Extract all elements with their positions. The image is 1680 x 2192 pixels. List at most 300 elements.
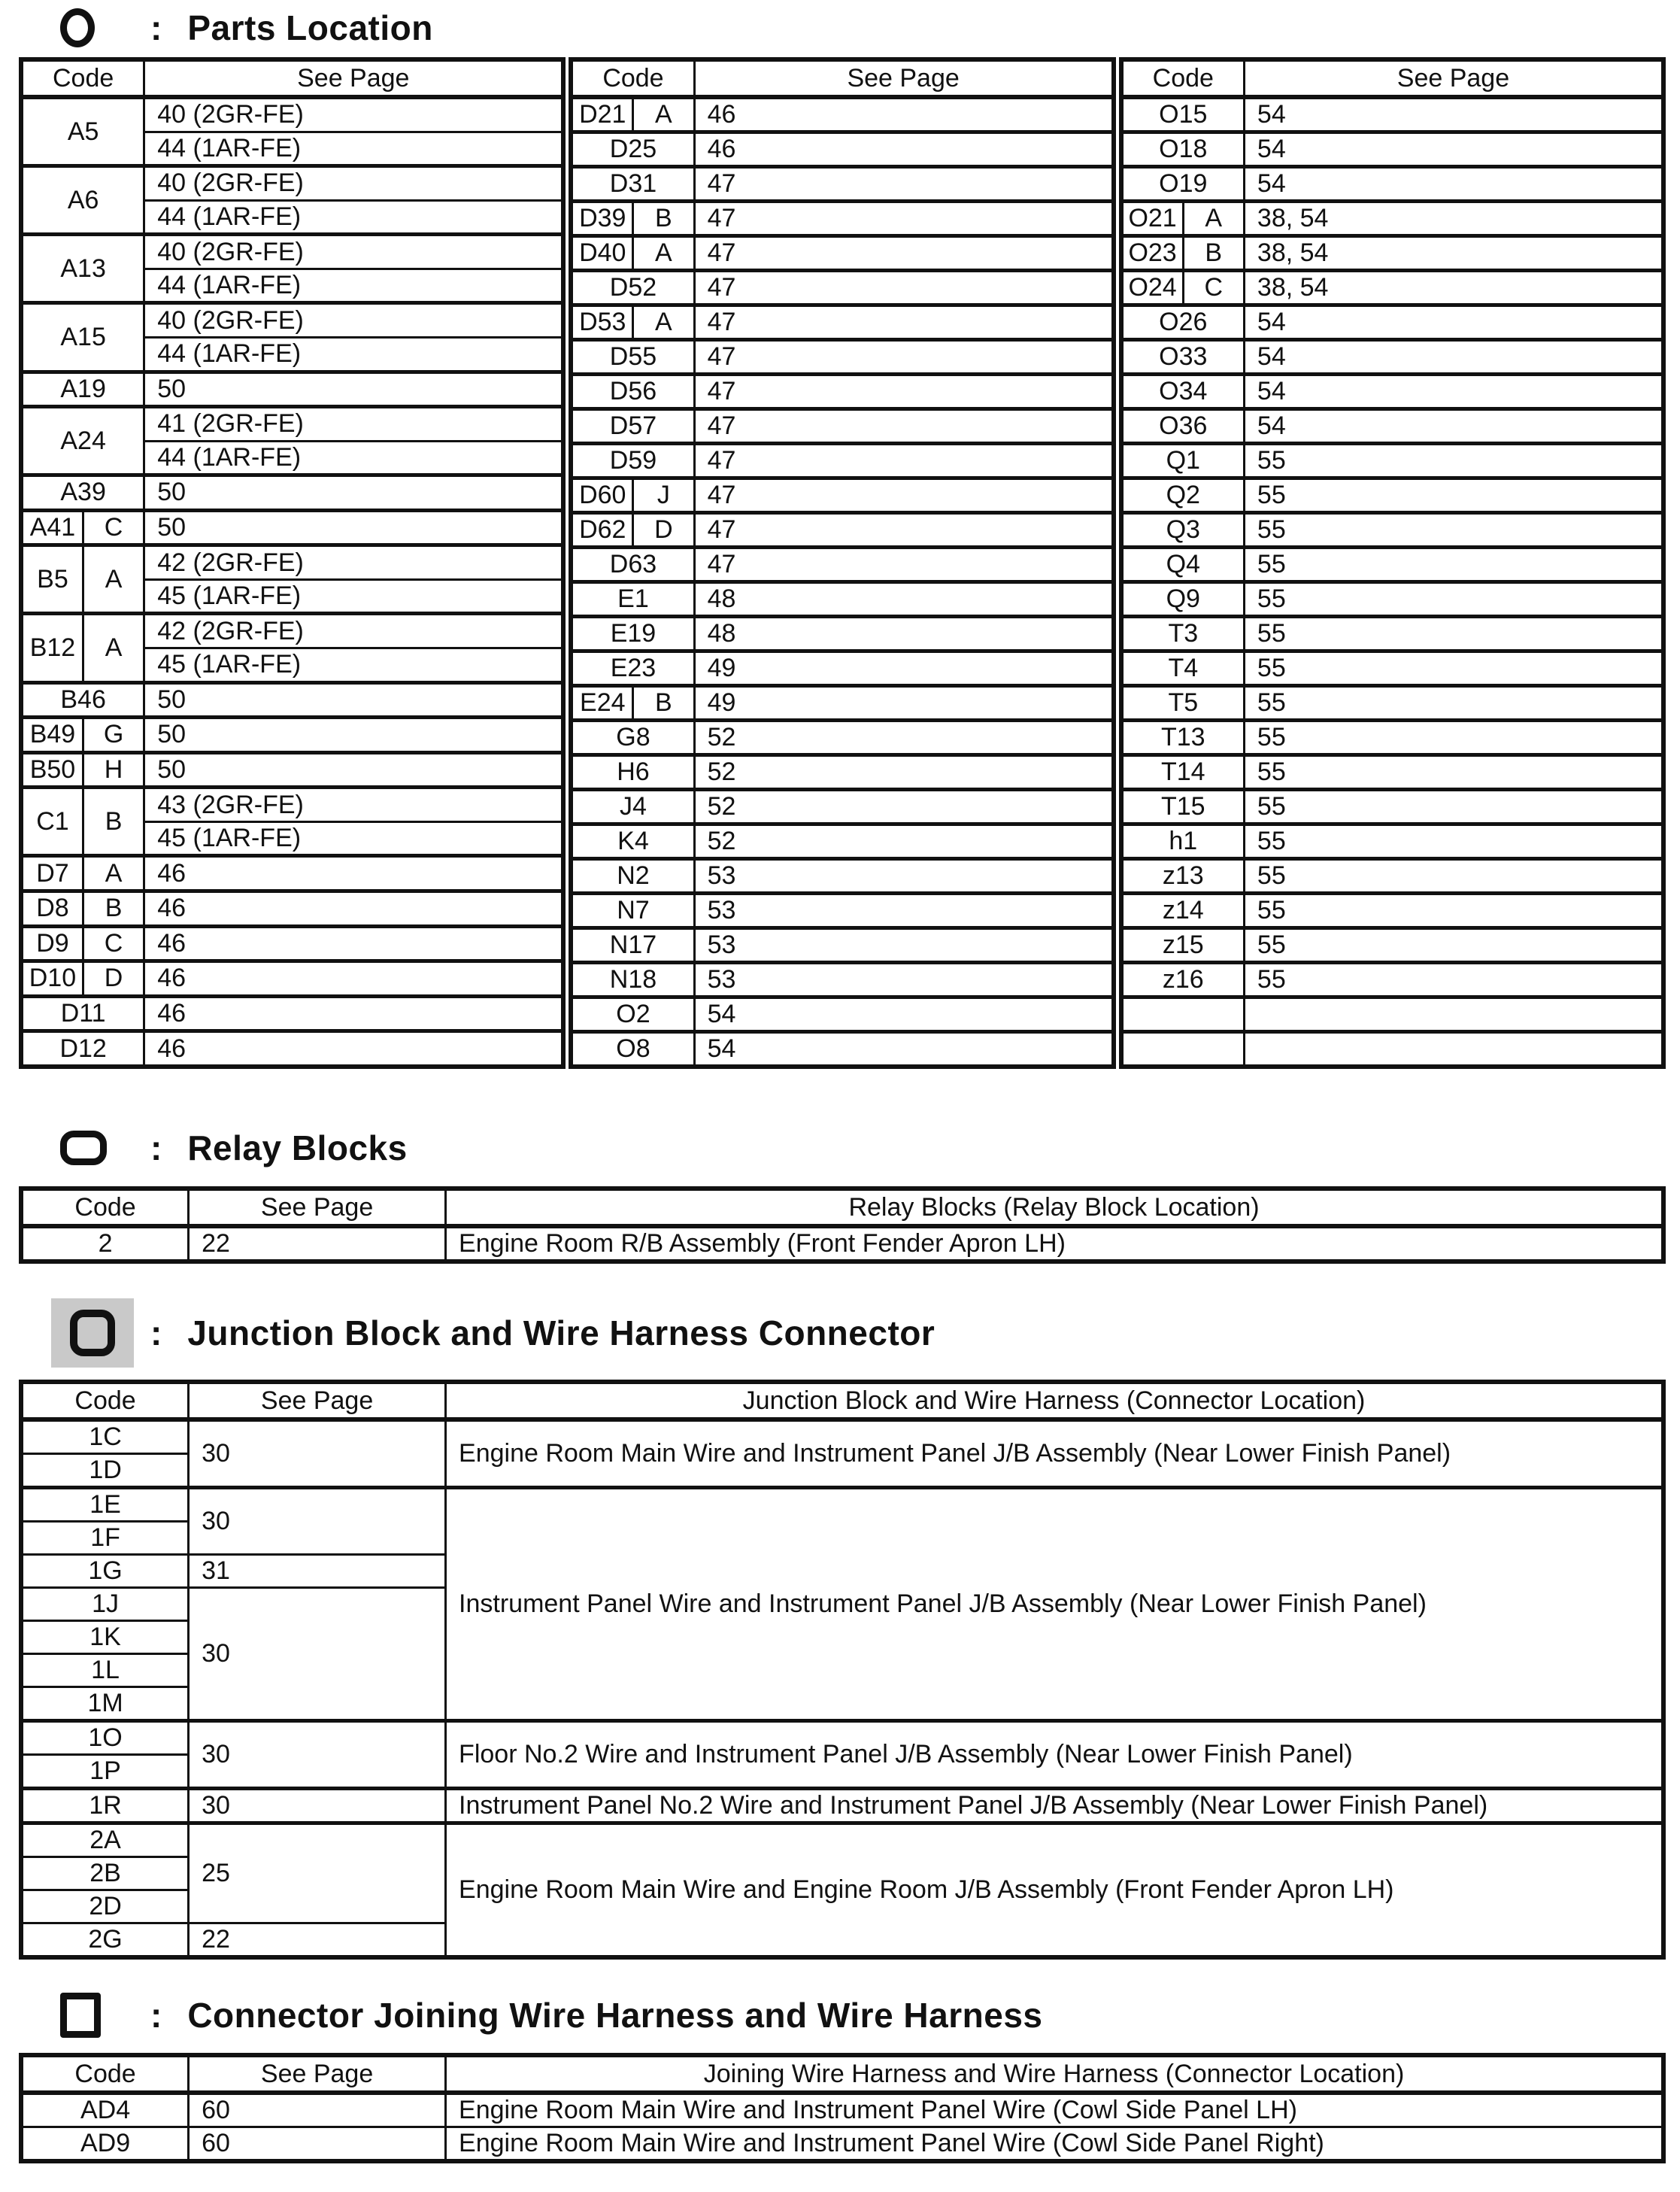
- see-page-cell: 48: [694, 617, 1114, 651]
- relay-block-rounded-icon: [60, 1131, 107, 1165]
- table-row: [21, 1488, 1663, 1522]
- code-cell: B5: [21, 545, 83, 614]
- table-row: [21, 407, 563, 442]
- table-row: [1121, 340, 1663, 375]
- table-row: [1121, 1032, 1663, 1067]
- column-header: See Page: [694, 59, 1114, 97]
- see-page-cell: 45 (1AR-FE): [144, 648, 564, 683]
- table-header-row: [21, 1382, 1663, 1419]
- table-row: [571, 513, 1113, 548]
- see-page-cell: 53: [694, 859, 1114, 894]
- code-cell: D11: [21, 996, 144, 1031]
- table-row: [21, 961, 563, 997]
- code-cell: E23: [571, 651, 694, 686]
- see-page-cell: 47: [694, 236, 1114, 271]
- table-row: [1121, 444, 1663, 478]
- column-header: See Page: [1244, 59, 1663, 97]
- parts-location-table-3: [1119, 57, 1666, 1069]
- connector-joining-heading: [19, 1993, 1666, 2038]
- see-page-cell: 55: [1244, 755, 1663, 790]
- code-cell: T3: [1121, 617, 1245, 651]
- code-cell: D31: [571, 167, 694, 202]
- code-cell: O15: [1121, 97, 1245, 132]
- see-page-cell: 47: [694, 375, 1114, 409]
- code-cell: E1: [571, 582, 694, 617]
- see-page-cell: 47: [694, 340, 1114, 375]
- code-cell: D59: [571, 444, 694, 478]
- table-row: [21, 682, 563, 718]
- code-cell: 1J: [21, 1588, 189, 1621]
- table-row: [571, 651, 1113, 686]
- code-cell: N18: [571, 963, 694, 997]
- see-page-cell: 50: [144, 718, 564, 753]
- table-row: [1121, 513, 1663, 548]
- see-page-cell: 60: [189, 2127, 446, 2162]
- code-cell: 1K: [21, 1621, 189, 1654]
- table-row: [1121, 167, 1663, 202]
- code-cell: A13: [21, 235, 144, 303]
- table-row: [21, 303, 563, 338]
- column-header: See Page: [189, 2055, 446, 2093]
- code-suffix-cell: A: [83, 856, 144, 891]
- see-page-cell: 44 (1AR-FE): [144, 269, 564, 303]
- code-suffix-cell: J: [633, 478, 694, 513]
- code-cell: A39: [21, 475, 144, 511]
- code-cell: D9: [21, 926, 83, 961]
- junction-block-title: Junction Block and Wire Harness Connector: [187, 1313, 936, 1353]
- see-page-cell: 41 (2GR-FE): [144, 407, 564, 442]
- table-row: [21, 614, 563, 648]
- see-page-cell: 55: [1244, 617, 1663, 651]
- code-cell: Q3: [1121, 513, 1245, 548]
- description-cell: Engine Room Main Wire and Instrument Panel Wire (Cowl Side Panel Right): [446, 2127, 1663, 2162]
- table-row: [571, 202, 1113, 236]
- see-page-cell: 50: [144, 752, 564, 788]
- see-page-cell: 46: [144, 891, 564, 927]
- table-header-row: [571, 59, 1113, 97]
- parts-location-heading: [19, 8, 1666, 48]
- code-cell: B46: [21, 682, 144, 718]
- see-page-cell: 60: [189, 2093, 446, 2127]
- table-row: [21, 788, 563, 822]
- table-row: [21, 856, 563, 891]
- code-suffix-cell: B: [83, 891, 144, 927]
- table-row: [1121, 236, 1663, 271]
- see-page-cell: 47: [694, 548, 1114, 582]
- table-row: [571, 721, 1113, 755]
- table-row: [1121, 721, 1663, 755]
- description-cell: Engine Room R/B Assembly (Front Fender Apron LH): [446, 1226, 1663, 1261]
- column-header: See Page: [189, 1382, 446, 1419]
- code-cell: z15: [1121, 928, 1245, 963]
- table-row: [1121, 928, 1663, 963]
- table-row: [571, 132, 1113, 167]
- table-row: [571, 928, 1113, 963]
- see-page-cell: 40 (2GR-FE): [144, 235, 564, 269]
- code-cell: N7: [571, 894, 694, 928]
- table-header-row: [21, 1189, 1663, 1226]
- code-suffix-cell: B: [83, 788, 144, 856]
- code-cell: T14: [1121, 755, 1245, 790]
- see-page-cell: 54: [1244, 305, 1663, 340]
- table-row: [21, 545, 563, 580]
- code-suffix-cell: A: [633, 97, 694, 132]
- see-page-cell: 54: [694, 997, 1114, 1032]
- table-row: [1121, 997, 1663, 1032]
- table-row: [1121, 132, 1663, 167]
- code-suffix-cell: B: [633, 202, 694, 236]
- see-page-cell: 54: [1244, 375, 1663, 409]
- table-row: [571, 305, 1113, 340]
- see-page-cell: 54: [694, 1032, 1114, 1067]
- see-page-cell: [1244, 997, 1663, 1032]
- code-cell: O23: [1121, 236, 1183, 271]
- table-row: [571, 755, 1113, 790]
- see-page-cell: 54: [1244, 97, 1663, 132]
- code-cell: 2: [21, 1226, 189, 1261]
- column-header: Code: [21, 1189, 189, 1226]
- heading-colon: :: [150, 8, 162, 47]
- see-page-cell: 30: [189, 1721, 446, 1789]
- table-row: [571, 478, 1113, 513]
- code-cell: O2: [571, 997, 694, 1032]
- code-cell: 2B: [21, 1857, 189, 1890]
- code-suffix-cell: C: [83, 510, 144, 545]
- see-page-cell: 38, 54: [1244, 271, 1663, 305]
- see-page-cell: 44 (1AR-FE): [144, 132, 564, 166]
- code-cell: H6: [571, 755, 694, 790]
- code-cell: D25: [571, 132, 694, 167]
- table-row: [1121, 686, 1663, 721]
- see-page-cell: 47: [694, 478, 1114, 513]
- table-row: [571, 1032, 1113, 1067]
- table-row: [21, 718, 563, 753]
- see-page-cell: 44 (1AR-FE): [144, 441, 564, 475]
- table-row: [571, 790, 1113, 824]
- code-suffix-cell: D: [633, 513, 694, 548]
- see-page-cell: 49: [694, 686, 1114, 721]
- code-cell: 1D: [21, 1454, 189, 1488]
- see-page-cell: 42 (2GR-FE): [144, 545, 564, 580]
- table-row: [571, 894, 1113, 928]
- see-page-cell: 55: [1244, 824, 1663, 859]
- joining-connector-square-icon: [60, 1993, 101, 2038]
- description-cell: Engine Room Main Wire and Engine Room J/B Assembly (Front Fender Apron LH): [446, 1823, 1663, 1958]
- code-cell: C1: [21, 788, 83, 856]
- see-page-cell: 46: [144, 961, 564, 997]
- column-header: Code: [21, 2055, 189, 2093]
- code-cell: N2: [571, 859, 694, 894]
- see-page-cell: 44 (1AR-FE): [144, 337, 564, 372]
- table-row: [571, 97, 1113, 132]
- see-page-cell: 50: [144, 682, 564, 718]
- column-header: Code: [1121, 59, 1245, 97]
- see-page-cell: 53: [694, 894, 1114, 928]
- code-cell: D53: [571, 305, 632, 340]
- see-page-cell: 22: [189, 1226, 446, 1261]
- relay-blocks-heading: [19, 1128, 1666, 1168]
- table-row: [21, 1823, 1663, 1857]
- table-row: [571, 859, 1113, 894]
- code-suffix-cell: A: [83, 545, 144, 614]
- see-page-cell: 55: [1244, 894, 1663, 928]
- code-cell: D21: [571, 97, 632, 132]
- table-row: [1121, 478, 1663, 513]
- code-cell: Q1: [1121, 444, 1245, 478]
- table-row: [571, 686, 1113, 721]
- see-page-cell: 43 (2GR-FE): [144, 788, 564, 822]
- table-row: [21, 2127, 1663, 2162]
- code-cell: z14: [1121, 894, 1245, 928]
- code-suffix-cell: D: [83, 961, 144, 997]
- code-suffix-cell: C: [1183, 271, 1244, 305]
- code-cell: T15: [1121, 790, 1245, 824]
- code-cell: D8: [21, 891, 83, 927]
- table-row: [571, 236, 1113, 271]
- code-cell: 1L: [21, 1654, 189, 1687]
- table-row: [1121, 617, 1663, 651]
- see-page-cell: 45 (1AR-FE): [144, 821, 564, 856]
- description-cell: Instrument Panel Wire and Instrument Panel J/B Assembly (Near Lower Finish Panel): [446, 1488, 1663, 1721]
- code-cell: O33: [1121, 340, 1245, 375]
- see-page-cell: 52: [694, 755, 1114, 790]
- see-page-cell: 54: [1244, 132, 1663, 167]
- see-page-cell: 52: [694, 790, 1114, 824]
- see-page-cell: 54: [1244, 340, 1663, 375]
- column-header: Junction Block and Wire Harness (Connector Location): [446, 1382, 1663, 1419]
- table-row: [21, 752, 563, 788]
- table-row: [571, 617, 1113, 651]
- column-header: Code: [21, 59, 144, 97]
- table-row: [571, 444, 1113, 478]
- code-cell: D62: [571, 513, 632, 548]
- connector-joining-table: [19, 2053, 1666, 2163]
- code-cell: O18: [1121, 132, 1245, 167]
- relay-blocks-table-wrap: [19, 1186, 1666, 1264]
- column-header: See Page: [189, 1189, 446, 1226]
- see-page-cell: 50: [144, 475, 564, 511]
- see-page-cell: 55: [1244, 721, 1663, 755]
- see-page-cell: 47: [694, 444, 1114, 478]
- see-page-cell: 46: [144, 856, 564, 891]
- see-page-cell: 46: [144, 926, 564, 961]
- table-row: [1121, 755, 1663, 790]
- table-row: [571, 963, 1113, 997]
- see-page-cell: 42 (2GR-FE): [144, 614, 564, 648]
- relay-blocks-title: Relay Blocks: [187, 1128, 408, 1167]
- code-cell: A15: [21, 303, 144, 372]
- table-row: [1121, 548, 1663, 582]
- code-cell: K4: [571, 824, 694, 859]
- description-cell: Engine Room Main Wire and Instrument Panel Wire (Cowl Side Panel LH): [446, 2093, 1663, 2127]
- connector-joining-title: Connector Joining Wire Harness and Wire Harness: [187, 1996, 1043, 2035]
- table-row: [571, 997, 1113, 1032]
- see-page-cell: 55: [1244, 859, 1663, 894]
- heading-colon: :: [150, 1313, 162, 1353]
- see-page-cell: [1244, 1032, 1663, 1067]
- code-cell: Q9: [1121, 582, 1245, 617]
- see-page-cell: 52: [694, 824, 1114, 859]
- table-row: [571, 167, 1113, 202]
- see-page-cell: 50: [144, 372, 564, 407]
- table-row: [571, 409, 1113, 444]
- see-page-cell: 49: [694, 651, 1114, 686]
- table-row: [1121, 824, 1663, 859]
- code-cell: D39: [571, 202, 632, 236]
- see-page-cell: 55: [1244, 478, 1663, 513]
- table-row: [21, 1789, 1663, 1823]
- code-cell: AD4: [21, 2093, 189, 2127]
- description-cell: Instrument Panel No.2 Wire and Instrument Panel J/B Assembly (Near Lower Finish Panel): [446, 1789, 1663, 1823]
- table-row: [21, 235, 563, 269]
- code-cell: D52: [571, 271, 694, 305]
- code-suffix-cell: C: [83, 926, 144, 961]
- code-cell: B50: [21, 752, 83, 788]
- table-row: [21, 1419, 1663, 1454]
- column-header: See Page: [144, 59, 564, 97]
- see-page-cell: 55: [1244, 444, 1663, 478]
- table-row: [21, 97, 563, 132]
- description-cell: Floor No.2 Wire and Instrument Panel J/B Assembly (Near Lower Finish Panel): [446, 1721, 1663, 1789]
- table-row: [571, 271, 1113, 305]
- code-cell: 1F: [21, 1522, 189, 1555]
- table-row: [21, 926, 563, 961]
- code-suffix-cell: A: [633, 236, 694, 271]
- table-row: [571, 548, 1113, 582]
- heading-colon: :: [150, 1128, 162, 1167]
- code-cell: D63: [571, 548, 694, 582]
- see-page-cell: 53: [694, 928, 1114, 963]
- table-row: [1121, 305, 1663, 340]
- see-page-cell: 30: [189, 1789, 446, 1823]
- see-page-cell: 48: [694, 582, 1114, 617]
- table-row: [21, 2093, 1663, 2127]
- table-row: [1121, 651, 1663, 686]
- code-suffix-cell: H: [83, 752, 144, 788]
- code-cell: A6: [21, 166, 144, 235]
- section-relay-blocks: [19, 1128, 1666, 1264]
- code-cell: E19: [571, 617, 694, 651]
- code-suffix-cell: A: [1183, 202, 1244, 236]
- see-page-cell: 55: [1244, 548, 1663, 582]
- code-cell: Q2: [1121, 478, 1245, 513]
- see-page-cell: 40 (2GR-FE): [144, 97, 564, 132]
- see-page-cell: 22: [189, 1923, 446, 1958]
- see-page-cell: 55: [1244, 513, 1663, 548]
- code-cell: O36: [1121, 409, 1245, 444]
- code-cell: O26: [1121, 305, 1245, 340]
- code-cell: 1O: [21, 1721, 189, 1755]
- table-row: [1121, 963, 1663, 997]
- code-cell: 2A: [21, 1823, 189, 1857]
- table-row: [21, 510, 563, 545]
- code-cell: D55: [571, 340, 694, 375]
- parts-location-table-2: [569, 57, 1115, 1069]
- see-page-cell: 54: [1244, 409, 1663, 444]
- code-cell: D12: [21, 1031, 144, 1067]
- code-cell: 2G: [21, 1923, 189, 1958]
- description-cell: Engine Room Main Wire and Instrument Panel J/B Assembly (Near Lower Finish Panel): [446, 1419, 1663, 1488]
- code-cell: O24: [1121, 271, 1183, 305]
- code-cell: 1R: [21, 1789, 189, 1823]
- see-page-cell: 38, 54: [1244, 202, 1663, 236]
- section-parts-location: [19, 8, 1666, 1069]
- code-cell: Q4: [1121, 548, 1245, 582]
- table-row: [21, 1721, 1663, 1755]
- code-suffix-cell: B: [633, 686, 694, 721]
- code-cell: D57: [571, 409, 694, 444]
- table-header-row: [21, 59, 563, 97]
- code-cell: O19: [1121, 167, 1245, 202]
- see-page-cell: 46: [694, 132, 1114, 167]
- section-junction-block: [19, 1298, 1666, 1960]
- parts-location-tables: [19, 57, 1666, 1069]
- see-page-cell: 38, 54: [1244, 236, 1663, 271]
- see-page-cell: 47: [694, 409, 1114, 444]
- code-cell: 1M: [21, 1687, 189, 1721]
- table-row: [1121, 790, 1663, 824]
- code-cell: D40: [571, 236, 632, 271]
- see-page-cell: 53: [694, 963, 1114, 997]
- table-row: [21, 166, 563, 201]
- see-page-cell: 47: [694, 513, 1114, 548]
- table-row: [1121, 375, 1663, 409]
- code-cell: O8: [571, 1032, 694, 1067]
- table-row: [21, 1226, 1663, 1261]
- table-row: [571, 375, 1113, 409]
- code-cell: G8: [571, 721, 694, 755]
- code-cell: 2D: [21, 1890, 189, 1923]
- table-row: [571, 582, 1113, 617]
- code-suffix-cell: A: [633, 305, 694, 340]
- code-cell: D56: [571, 375, 694, 409]
- table-row: [571, 340, 1113, 375]
- see-page-cell: 47: [694, 305, 1114, 340]
- connector-joining-table-wrap: [19, 2053, 1666, 2163]
- see-page-cell: 54: [1244, 167, 1663, 202]
- see-page-cell: 55: [1244, 790, 1663, 824]
- see-page-cell: 55: [1244, 651, 1663, 686]
- see-page-cell: 55: [1244, 582, 1663, 617]
- code-cell: 1E: [21, 1488, 189, 1522]
- see-page-cell: 46: [144, 1031, 564, 1067]
- see-page-cell: 40 (2GR-FE): [144, 303, 564, 338]
- code-cell: D7: [21, 856, 83, 891]
- code-cell: D60: [571, 478, 632, 513]
- table-row: [1121, 894, 1663, 928]
- table-row: [21, 475, 563, 511]
- code-cell: A41: [21, 510, 83, 545]
- see-page-cell: 45 (1AR-FE): [144, 579, 564, 614]
- code-cell: 1P: [21, 1755, 189, 1789]
- see-page-cell: 30: [189, 1488, 446, 1555]
- column-header: Code: [21, 1382, 189, 1419]
- see-page-cell: 40 (2GR-FE): [144, 166, 564, 201]
- parts-location-table-1: [19, 57, 566, 1069]
- code-cell: T13: [1121, 721, 1245, 755]
- table-row: [21, 1031, 563, 1067]
- code-cell: O21: [1121, 202, 1183, 236]
- junction-block-table-wrap: [19, 1380, 1666, 1960]
- code-cell: [1121, 1032, 1245, 1067]
- code-cell: A19: [21, 372, 144, 407]
- table-row: [21, 996, 563, 1031]
- column-header: Relay Blocks (Relay Block Location): [446, 1189, 1663, 1226]
- code-cell: [1121, 997, 1245, 1032]
- see-page-cell: 46: [694, 97, 1114, 132]
- column-header: Joining Wire Harness and Wire Harness (Connector Location): [446, 2055, 1663, 2093]
- junction-block-rounded-icon: [70, 1310, 115, 1356]
